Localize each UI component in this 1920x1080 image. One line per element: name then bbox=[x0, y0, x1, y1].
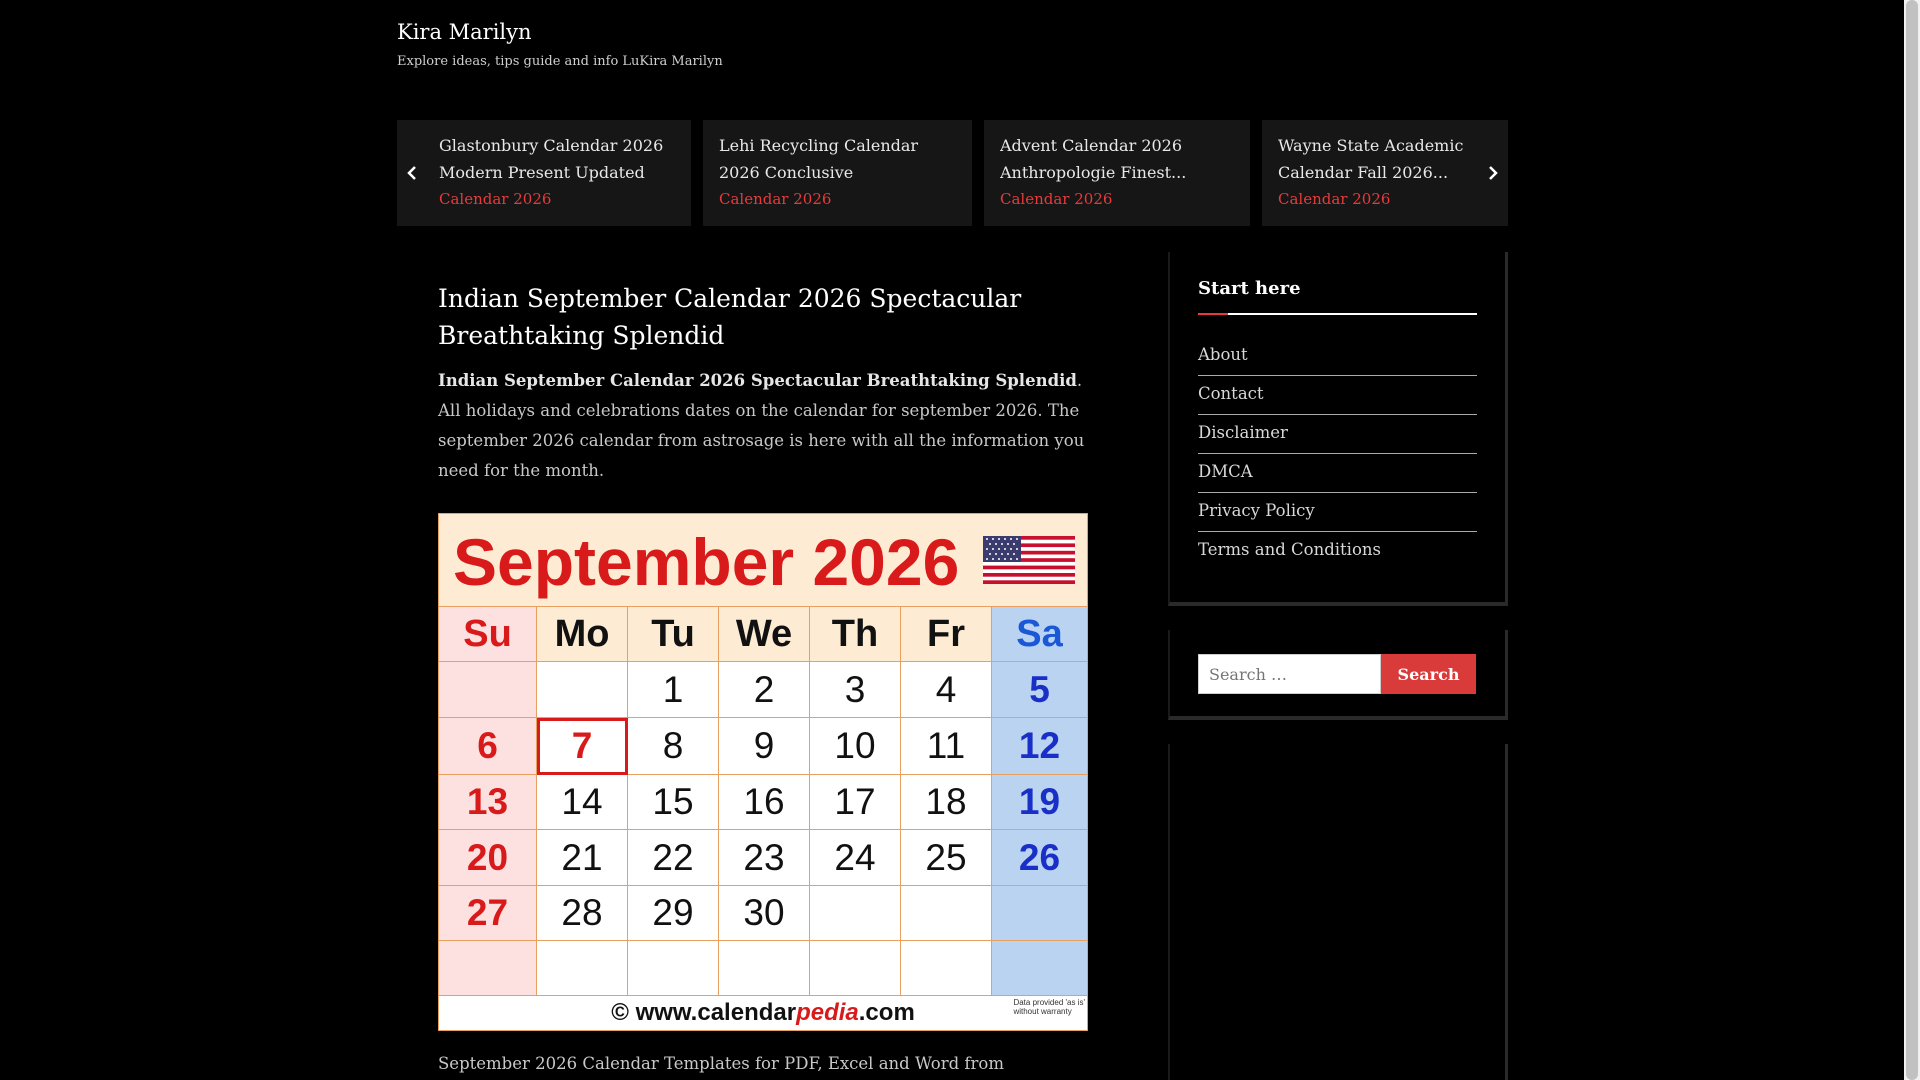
calendar-day-cell: 20 bbox=[439, 830, 537, 886]
article-caption: September 2026 Calendar Templates for PDF, Excel and Word from bbox=[438, 1054, 1005, 1073]
calendar-day-cell: 16 bbox=[719, 775, 810, 830]
calendar-weekday-cell: Mo bbox=[537, 607, 628, 662]
calendar-day-cell: 19 bbox=[992, 775, 1087, 830]
calendar-day-cell bbox=[628, 941, 719, 996]
calendar-weekday-cell: We bbox=[719, 607, 810, 662]
calendar-footer-accent: pedia bbox=[796, 999, 859, 1026]
ad-widget bbox=[1168, 744, 1508, 1080]
calendar-image bbox=[438, 513, 1088, 1031]
calendar-day-cell bbox=[992, 941, 1087, 996]
calendar-note-line: without warranty bbox=[1013, 1007, 1072, 1016]
site-header bbox=[397, 20, 723, 69]
calendar-day-cell bbox=[810, 941, 901, 996]
calendar-day-cell: 7 bbox=[537, 718, 628, 775]
slide-title[interactable]: Advent Calendar 2026 Anthropologie Finest... bbox=[1000, 136, 1187, 182]
chevron-left-icon[interactable] bbox=[400, 161, 424, 185]
calendar-day-cell: 23 bbox=[719, 830, 810, 886]
calendar-day-cell: 28 bbox=[537, 886, 628, 941]
calendar-weekday-cell: Fr bbox=[901, 607, 992, 662]
chevron-right-icon[interactable] bbox=[1481, 161, 1505, 185]
calendar-month-title: September 2026 bbox=[453, 525, 960, 599]
calendar-note-line: Data provided 'as is' bbox=[1013, 998, 1085, 1007]
slide-category[interactable]: Calendar 2026 bbox=[1278, 190, 1391, 208]
calendar-day-cell: 26 bbox=[992, 830, 1087, 886]
calendar-day-cell bbox=[901, 886, 992, 941]
calendar-day-cell bbox=[439, 941, 537, 996]
calendar-day-cell bbox=[537, 662, 628, 718]
article bbox=[438, 280, 1088, 1079]
calendar-day-cell: 12 bbox=[992, 718, 1087, 775]
article-intro-bold: Indian September Calendar 2026 Spectacular Breathtaking Splendid bbox=[438, 371, 1077, 390]
calendar-header bbox=[439, 514, 1087, 607]
slide-title[interactable]: Glastonbury Calendar 2026 Modern Present Updated bbox=[439, 136, 664, 182]
calendar-day-cell: 3 bbox=[810, 662, 901, 718]
calendar-footer-suffix: .com bbox=[858, 999, 915, 1026]
search-widget bbox=[1168, 630, 1508, 720]
widget-title bbox=[1198, 278, 1477, 315]
calendar-day-cell: 9 bbox=[719, 718, 810, 775]
calendar-day-cell: 21 bbox=[537, 830, 628, 886]
slide-title[interactable]: Wayne State Academic Calendar Fall 2026... bbox=[1278, 136, 1464, 182]
calendar-weekday-cell: Tu bbox=[628, 607, 719, 662]
calendar-day-cell bbox=[901, 941, 992, 996]
slide-category[interactable]: Calendar 2026 bbox=[1000, 190, 1113, 208]
slide-category[interactable]: Calendar 2026 bbox=[719, 190, 832, 208]
menu-item-contact[interactable]: Contact bbox=[1198, 376, 1477, 415]
slide-card[interactable] bbox=[703, 120, 972, 226]
scrollbar-track[interactable] bbox=[1904, 0, 1920, 1080]
article-intro bbox=[438, 366, 1088, 486]
menu-item-terms[interactable]: Terms and Conditions bbox=[1198, 540, 1381, 559]
calendar-day-cell: 17 bbox=[810, 775, 901, 830]
calendar-day-cell: 29 bbox=[628, 886, 719, 941]
calendar-day-cell: 1 bbox=[628, 662, 719, 718]
slide-title[interactable]: Lehi Recycling Calendar 2026 Conclusive bbox=[719, 136, 919, 182]
scrollbar-thumb[interactable] bbox=[1906, 0, 1918, 1080]
post-slider bbox=[397, 120, 1508, 226]
calendar-day-cell bbox=[537, 941, 628, 996]
slide-card[interactable] bbox=[984, 120, 1250, 226]
calendar-day-cell: 2 bbox=[719, 662, 810, 718]
site-title[interactable]: Kira Marilyn bbox=[397, 20, 532, 44]
calendar-day-cell: 5 bbox=[992, 662, 1087, 718]
calendar-day-cell: 27 bbox=[439, 886, 537, 941]
calendar-day-cell: 4 bbox=[901, 662, 992, 718]
calendar-day-cell: 8 bbox=[628, 718, 719, 775]
menu-item-privacy-policy[interactable]: Privacy Policy bbox=[1198, 493, 1477, 532]
slide-card[interactable] bbox=[1262, 120, 1508, 226]
calendar-footer bbox=[439, 996, 1087, 1030]
us-flag-icon bbox=[983, 536, 1075, 584]
calendar-day-cell: 6 bbox=[439, 718, 537, 775]
calendar-day-cell: 22 bbox=[628, 830, 719, 886]
search-button[interactable]: Search bbox=[1381, 654, 1476, 694]
calendar-day-cell bbox=[810, 886, 901, 941]
menu-item-disclaimer[interactable]: Disclaimer bbox=[1198, 415, 1477, 454]
calendar-day-cell bbox=[719, 941, 810, 996]
calendar-day-cell: 13 bbox=[439, 775, 537, 830]
calendar-day-cell: 24 bbox=[810, 830, 901, 886]
calendar-day-cell: 25 bbox=[901, 830, 992, 886]
calendar-grid bbox=[439, 607, 1087, 996]
calendar-day-cell: 15 bbox=[628, 775, 719, 830]
menu-item-about[interactable]: About bbox=[1198, 337, 1477, 376]
calendar-weekday-cell: Sa bbox=[992, 607, 1087, 662]
calendar-day-cell: 10 bbox=[810, 718, 901, 775]
calendar-weekday-cell: Th bbox=[810, 607, 901, 662]
start-here-widget bbox=[1168, 252, 1508, 606]
menu-item-dmca[interactable]: DMCA bbox=[1198, 454, 1477, 493]
widget-title-text: Start here bbox=[1198, 278, 1301, 299]
article-intro-text: . All holidays and celebrations dates on the calendar for september 2026. The september 2026 calendar from astrosage is here with all the information you need for the month. bbox=[438, 371, 1085, 480]
calendar-weekday-cell: Su bbox=[439, 607, 537, 662]
calendar-day-cell: 18 bbox=[901, 775, 992, 830]
calendar-day-cell bbox=[992, 886, 1087, 941]
article-title: Indian September Calendar 2026 Spectacular Breathtaking Splendid bbox=[438, 284, 1022, 350]
widget-title-accent bbox=[1198, 313, 1228, 315]
calendar-day-cell: 30 bbox=[719, 886, 810, 941]
calendar-day-cell: 11 bbox=[901, 718, 992, 775]
search-form bbox=[1198, 654, 1477, 694]
calendar-day-cell bbox=[439, 662, 537, 718]
search-input[interactable] bbox=[1198, 654, 1381, 694]
start-here-menu bbox=[1198, 337, 1477, 570]
calendar-footer-prefix: © www.calendar bbox=[611, 999, 797, 1026]
calendar-day-cell: 14 bbox=[537, 775, 628, 830]
slide-card[interactable] bbox=[397, 120, 691, 226]
site-description: Explore ideas, tips guide and info LuKira Marilyn bbox=[397, 54, 723, 69]
slide-category[interactable]: Calendar 2026 bbox=[439, 190, 552, 208]
